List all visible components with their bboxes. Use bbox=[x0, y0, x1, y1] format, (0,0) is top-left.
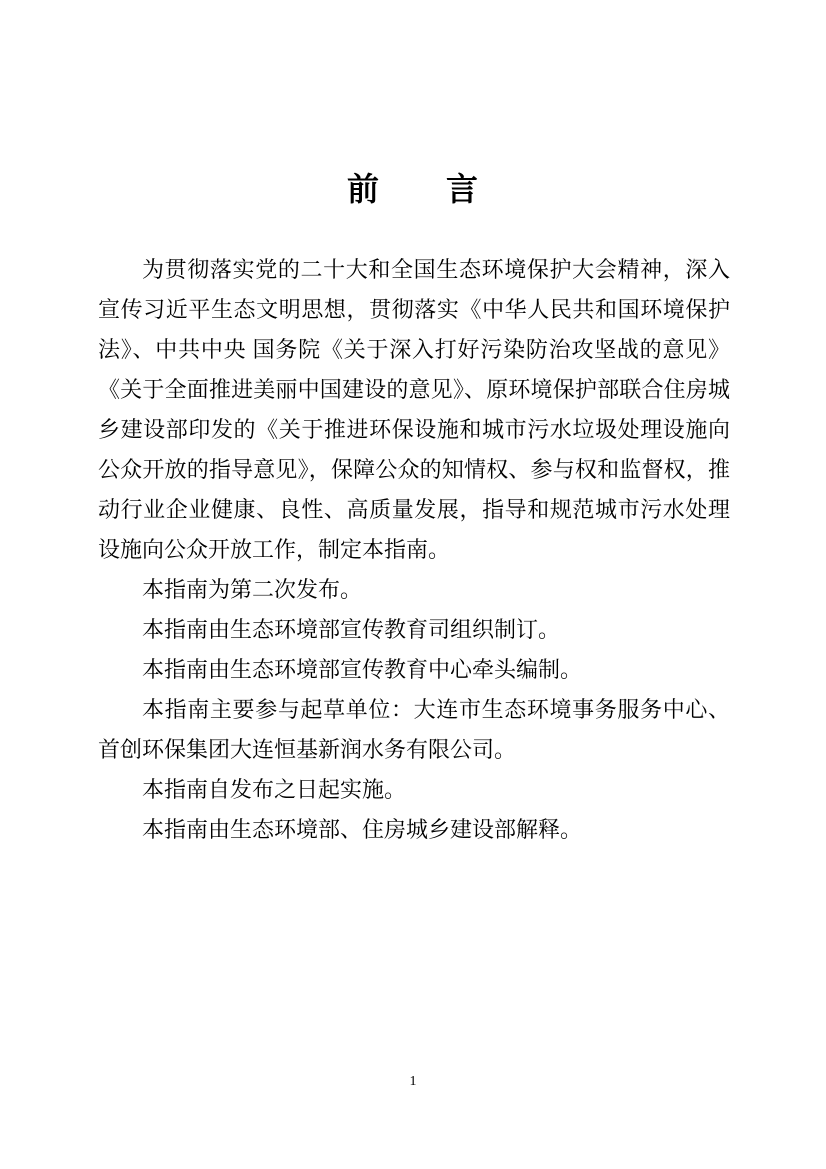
paragraph-drafting-units: 本指南主要参与起草单位：大连市生态环境事务服务中心、首创环保集团大连恒基新润水务有限公司。 bbox=[98, 697, 730, 762]
paragraph-release-note: 本指南为第二次发布。 bbox=[142, 577, 363, 602]
paragraph-intro: 为贯彻落实党的二十大和全国生态环境保护大会精神，深入宣传习近平生态文明思想，贯彻落实《中华人民共和国环境保护法》、中共中央 国务院《关于深入打好污染防治攻坚战的意见》《关于全面推进美丽中国建设的意见》、原环境保护部联合住房城乡建设部印发的《关于推进环保设施和城市污水垃圾处理设施向公众开放的指导意见》，保障公众的知情权、参与权和监督权，推动行业企业健康、良性、高质量发展，指导和规范城市污水处理设施向公众开放工作，制定本指南。 bbox=[98, 257, 730, 562]
paragraph-interpretation: 本指南由生态环境部、住房城乡建设部解释。 bbox=[142, 817, 583, 842]
paragraph-effective-date: 本指南自发布之日起实施。 bbox=[142, 777, 407, 802]
paragraph-lead-compiler: 本指南由生态环境部宣传教育中心牵头编制。 bbox=[142, 657, 583, 682]
paragraph-organizer: 本指南由生态环境部宣传教育司组织制订。 bbox=[142, 617, 561, 642]
page-title: 前 言 bbox=[346, 171, 479, 207]
page-number: 1 bbox=[409, 1074, 417, 1089]
document-body bbox=[98, 250, 730, 850]
